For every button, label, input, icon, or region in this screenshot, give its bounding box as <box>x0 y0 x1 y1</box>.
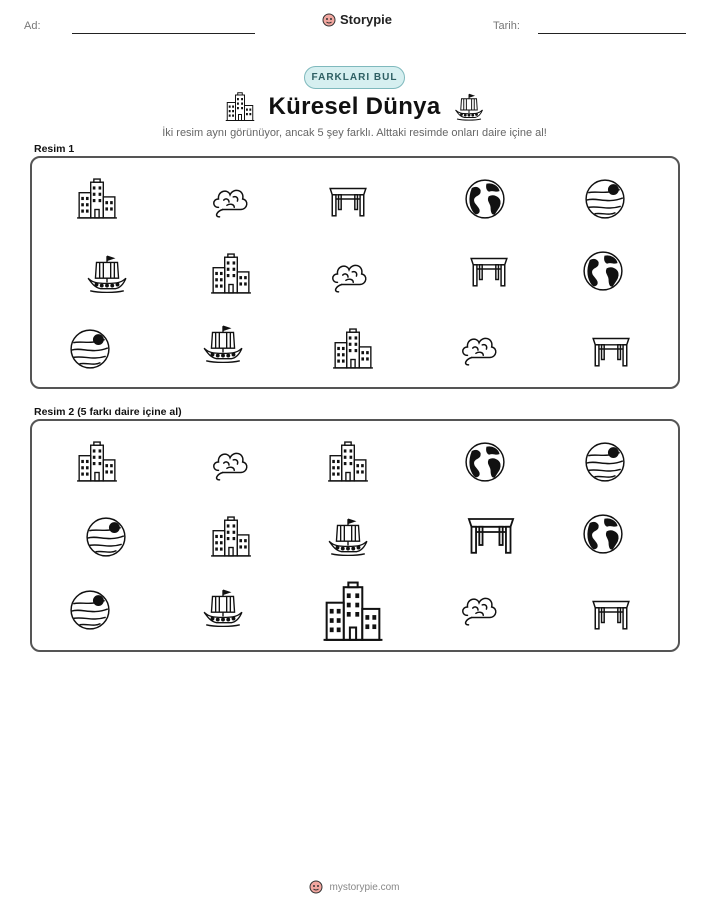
cloud-icon[interactable] <box>208 441 250 483</box>
globe-icon[interactable] <box>464 441 506 483</box>
picture-2-panel[interactable] <box>30 419 680 652</box>
date-label: Tarih: <box>493 20 520 32</box>
table-icon <box>327 178 369 220</box>
picture-1-label: Resim 1 <box>34 143 75 155</box>
viking-ship-icon <box>454 92 484 122</box>
globe-icon <box>464 178 506 220</box>
buildings-icon <box>210 253 252 295</box>
brand-logo <box>322 12 392 27</box>
footer <box>0 880 709 894</box>
cloud-icon[interactable] <box>457 586 499 628</box>
buildings-icon[interactable] <box>327 441 369 483</box>
brand-name: Storypie <box>340 12 393 27</box>
planet-icon <box>584 178 626 220</box>
viking-ship-icon[interactable] <box>327 516 369 558</box>
globe-icon[interactable] <box>582 513 624 555</box>
name-label: Ad: <box>24 20 41 32</box>
footer-site: mystorypie.com <box>329 881 400 893</box>
viking-ship-icon[interactable] <box>202 587 244 629</box>
page-title: Küresel Dünya <box>268 93 441 120</box>
storypie-logo-icon <box>322 13 336 27</box>
cloud-icon <box>457 326 499 368</box>
table-icon <box>590 328 632 370</box>
buildings-icon <box>225 92 255 122</box>
worksheet-badge: FARKLARI BUL <box>304 66 405 89</box>
planet-icon[interactable] <box>85 516 127 558</box>
storypie-logo-icon <box>309 880 323 894</box>
buildings-icon[interactable] <box>76 441 118 483</box>
cloud-icon <box>208 178 250 220</box>
viking-ship-icon <box>202 323 244 365</box>
buildings-icon <box>76 178 118 220</box>
name-line[interactable] <box>72 33 255 34</box>
buildings-icon[interactable] <box>210 516 252 558</box>
planet-icon[interactable] <box>584 441 626 483</box>
table-icon[interactable] <box>460 506 522 558</box>
table-icon <box>468 248 510 290</box>
buildings-icon[interactable] <box>322 581 384 643</box>
picture-1-panel <box>30 156 680 389</box>
date-line[interactable] <box>538 33 686 34</box>
picture-2-label: Resim 2 (5 farkı daire içine al) <box>34 406 182 418</box>
planet-icon[interactable] <box>69 589 111 631</box>
globe-icon <box>582 250 624 292</box>
cloud-icon <box>327 253 369 295</box>
instructions: İki resim aynı görünüyor, ancak 5 şey farklı. Alttaki resimde onları daire içine al! <box>162 127 547 139</box>
title-row <box>0 92 709 122</box>
buildings-icon <box>332 328 374 370</box>
viking-ship-icon <box>86 253 128 295</box>
planet-icon <box>69 328 111 370</box>
table-icon[interactable] <box>590 591 632 633</box>
